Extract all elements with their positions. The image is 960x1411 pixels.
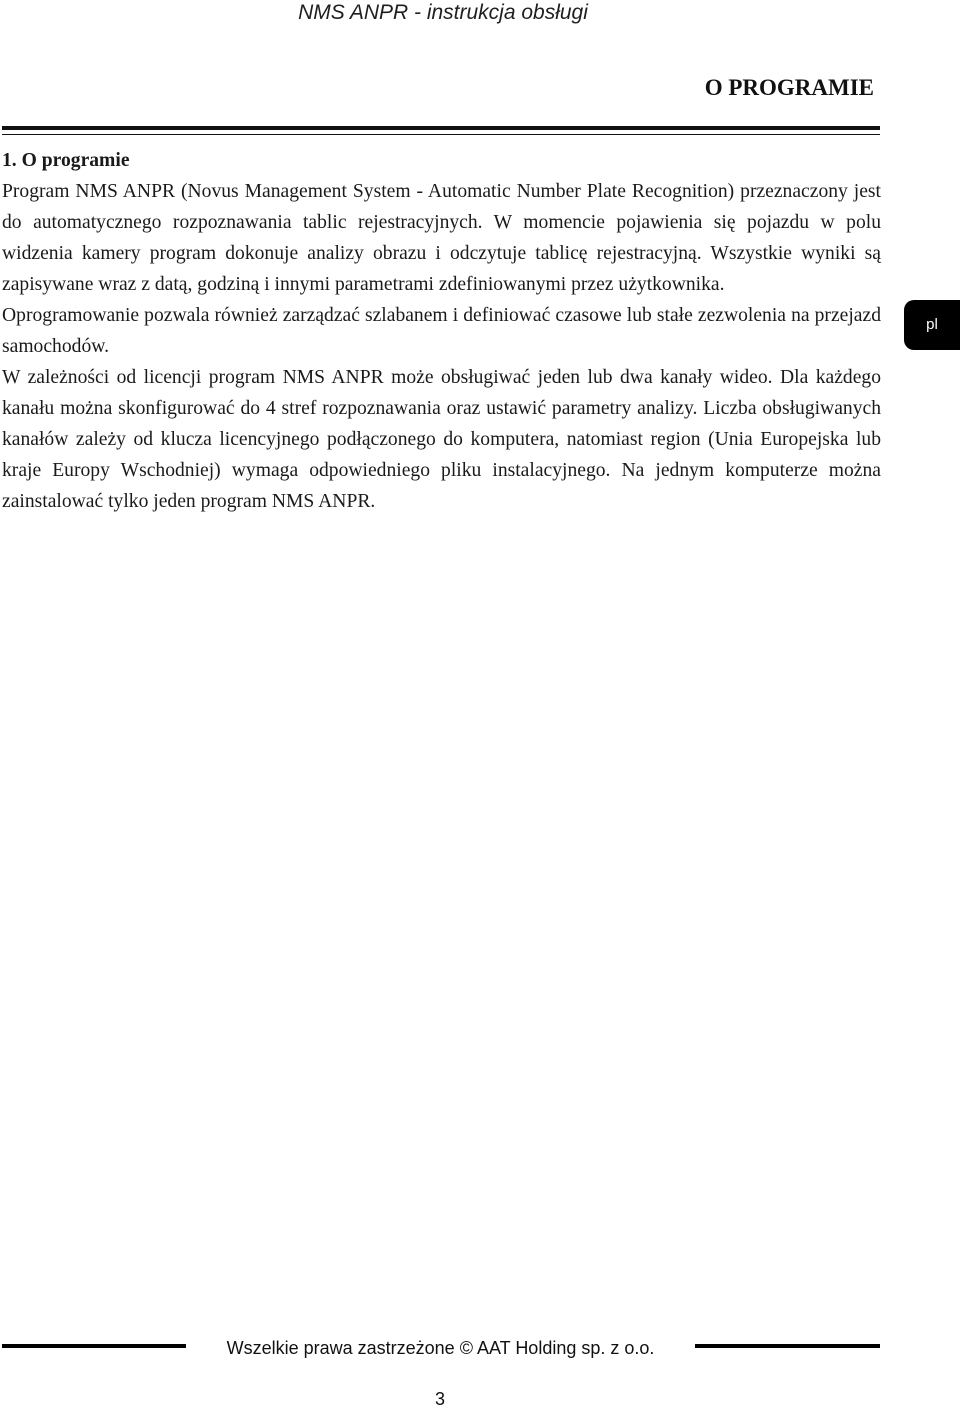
language-tab: pl (904, 300, 960, 350)
chapter-heading: 1. O programie (2, 150, 130, 171)
page-number: 3 (434, 1389, 445, 1409)
paragraph-licence: W zależności od licencji program NMS ANPR może obsługiwać jeden lub dwa kanały wideo. Dla każdego kanału można skonfigurować do 4 stref rozpoznawania oraz ustawić parametry analizy. Liczba obsługiwanych kanałów zależy od klucza licencyjnego podłączonego do komputera, natomiast region (Unia Europejska lub kraje Europy Wschodniej) wymaga odpowiedniego pliku instalacyjnego. Na jednym komputerze można zainstalować tylko jeden program NMS ANPR. (2, 367, 881, 512)
main-content (2, 145, 881, 517)
footer-rule-right (695, 1344, 880, 1348)
header-rule-thick (2, 126, 880, 130)
section-title: O PROGRAMIE (704, 75, 874, 100)
running-header: NMS ANPR - instrukcja obsługi (298, 1, 588, 24)
footer-rule-left (2, 1344, 186, 1348)
paragraph-barrier: Oprogramowanie pozwala również zarządzać szlabanem i definiować czasowe lub stałe zezwolenia na przejazd samochodów. (2, 305, 881, 357)
header-rule-thin (2, 134, 880, 135)
footer-copyright: Wszelkie prawa zastrzeżone © AAT Holding sp. z o.o. (226, 1338, 655, 1358)
paragraph-intro: Program NMS ANPR (Novus Management System - Automatic Number Plate Recognition) przeznaczony jest do automatycznego rozpoznawania tablic rejestracyjnych. W momencie pojawienia się pojazdu w polu widzenia kamery program dokonuje analizy obrazu i odczytuje tablicę rejestracyjną. Wszystkie wyniki są zapisywane wraz z datą, godziną i innymi parametrami zdefiniowanymi przez użytkownika. (2, 181, 881, 295)
